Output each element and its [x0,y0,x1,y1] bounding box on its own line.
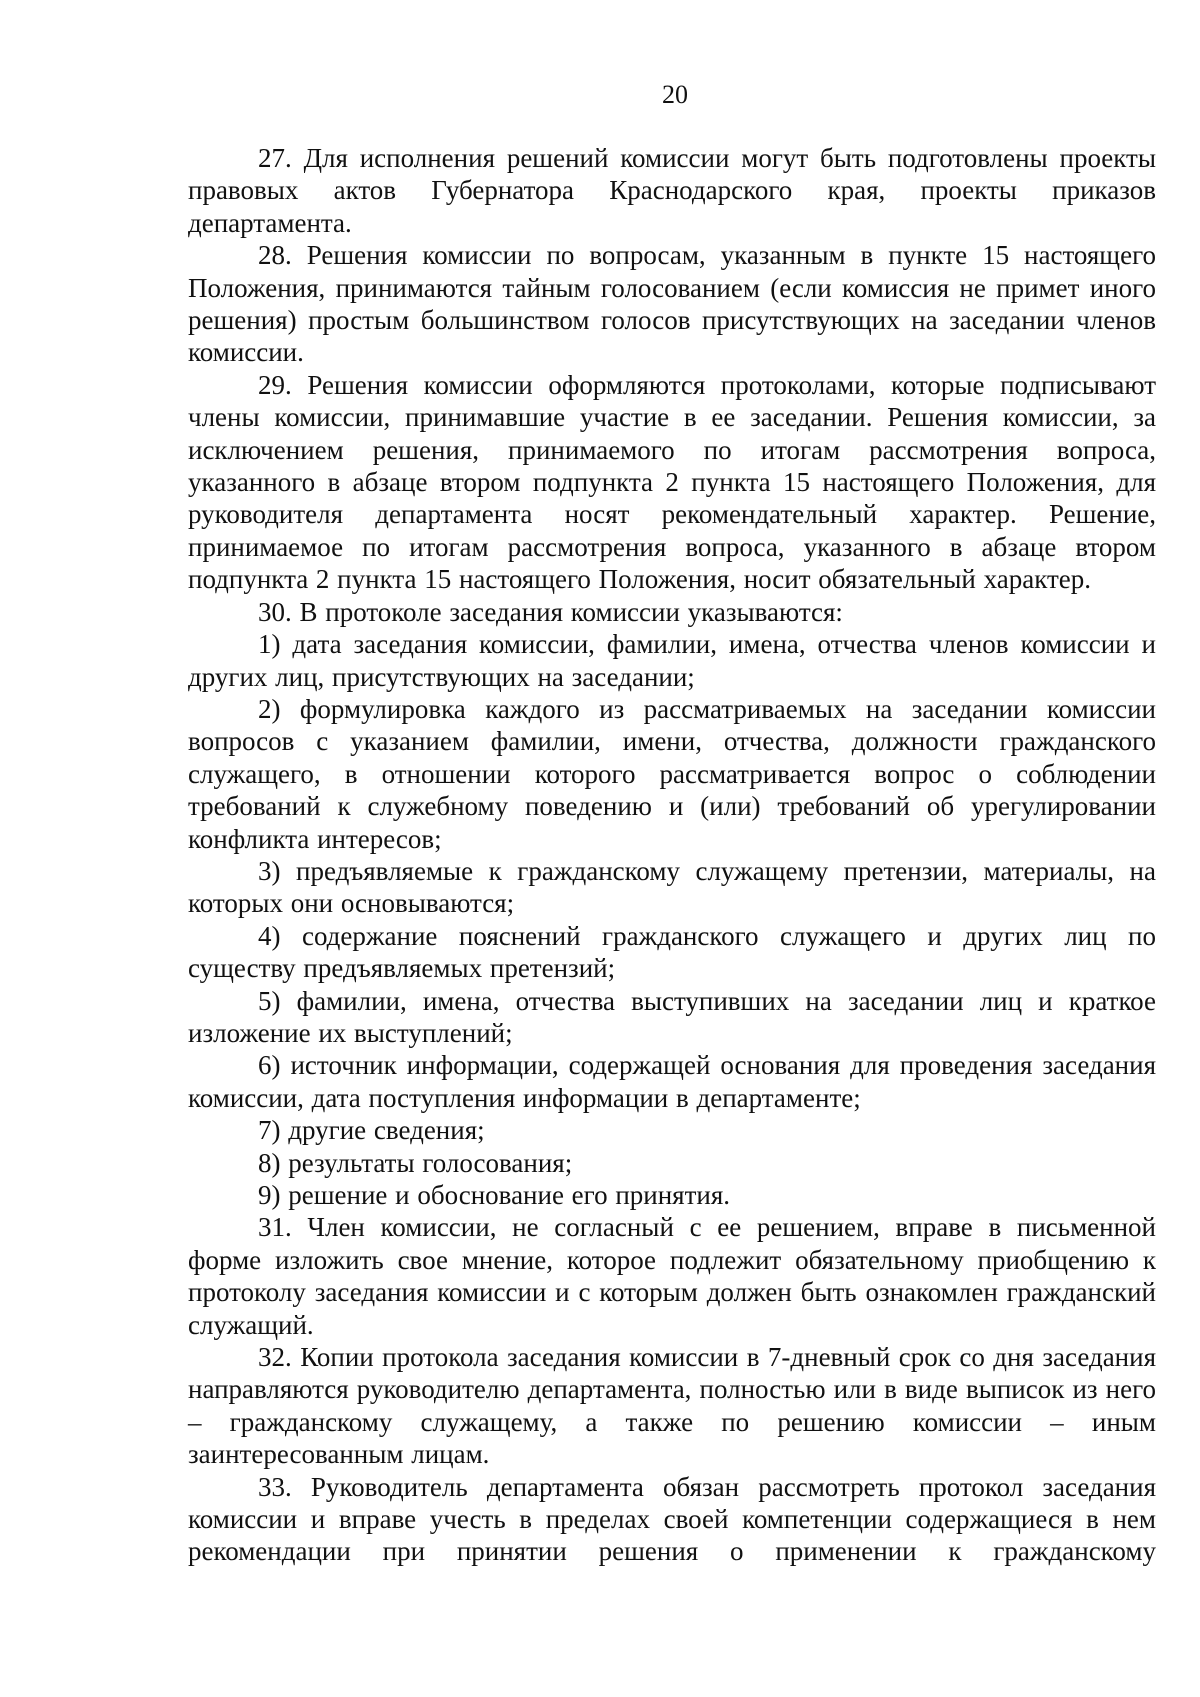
list-item-30-4: 4) содержание пояснений гражданского служащего и других лиц по существу предъявляемых претензий; [188,920,1156,984]
paragraph-29: 29. Решения комиссии оформляются протоколами, которые подписывают члены комиссии, принимавшие участие в ее заседании. Решения комиссии, за исключением решения, принимаемого по итогам рассмотрения вопроса, указанного в абзаце втором подпункта 2 пункта 15 настоящего Положения, для руководителя департамента носят рекомендательный характер. Решение, принимаемое по итогам рассмотрения вопроса, указанного в абзаце втором подпункта 2 пункта 15 настоящего Положения, носит обязательный характер. [188,369,1156,595]
list-item-30-2: 2) формулировка каждого из рассматриваемых на заседании комиссии вопросов с указанием фамилии, имени, отчества, должности гражданского служащего, в отношении которого рассматривается вопрос о соблюдении требований к служебному поведению и (или) требований об урегулировании конфликта интересов; [188,693,1156,854]
paragraph-33: 33. Руководитель департамента обязан рассмотреть протокол заседания комиссии и вправе учесть в пределах своей компетенции содержащиеся в нем рекомендации при принятии решения о применении к гражданскому [188,1471,1156,1567]
paragraph-31: 31. Член комиссии, не согласный с ее решением, вправе в письменной форме изложить свое мнение, которое подлежит обязательному приобщению к протоколу заседания комиссии и с которым должен быть ознакомлен гражданский служащий. [188,1212,1156,1340]
list-item-30-1: 1) дата заседания комиссии, фамилии, имена, отчества членов комиссии и других лиц, присутствующих на заседании; [188,629,1156,692]
paragraph-27: 27. Для исполнения решений комиссии могут быть подготовлены проекты правовых актов Губернатора Краснодарского края, проекты приказов департамента. [188,143,1156,238]
list-item-30-8: 8) результаты голосования; [258,1147,573,1178]
paragraph-32: 32. Копии протокола заседания комиссии в 7-дневный срок со дня заседания направляются руководителю департамента, полностью или в виде выписок из него – гражданскому служащему, а также по решению комиссии – иным заинтересованным лицам. [188,1342,1156,1470]
list-item-30-7: 7) другие сведения; [258,1115,485,1146]
list-item-30-6: 6) источник информации, содержащей основания для проведения заседания комиссии, дата поступления информации в департаменте; [188,1050,1156,1113]
list-item-30-3: 3) предъявляемые к гражданскому служащему претензии, материалы, на которых они основываются; [188,855,1156,919]
list-item-30-5: 5) фамилии, имена, отчества выступивших на заседании лиц и краткое изложение их выступлений; [188,985,1156,1048]
paragraph-28: 28. Решения комиссии по вопросам, указанным в пункте 15 настоящего Положения, принимаются тайным голосованием (если комиссия не примет иного решения) простым большинством голосов присутствующих на заседании членов комиссии. [188,240,1156,368]
list-item-30-9: 9) решение и обоснование его принятия. [258,1180,731,1210]
page-number: 20 [662,80,688,109]
paragraph-30: 30. В протоколе заседания комиссии указываются: [258,596,843,627]
document-body [188,142,1156,1568]
